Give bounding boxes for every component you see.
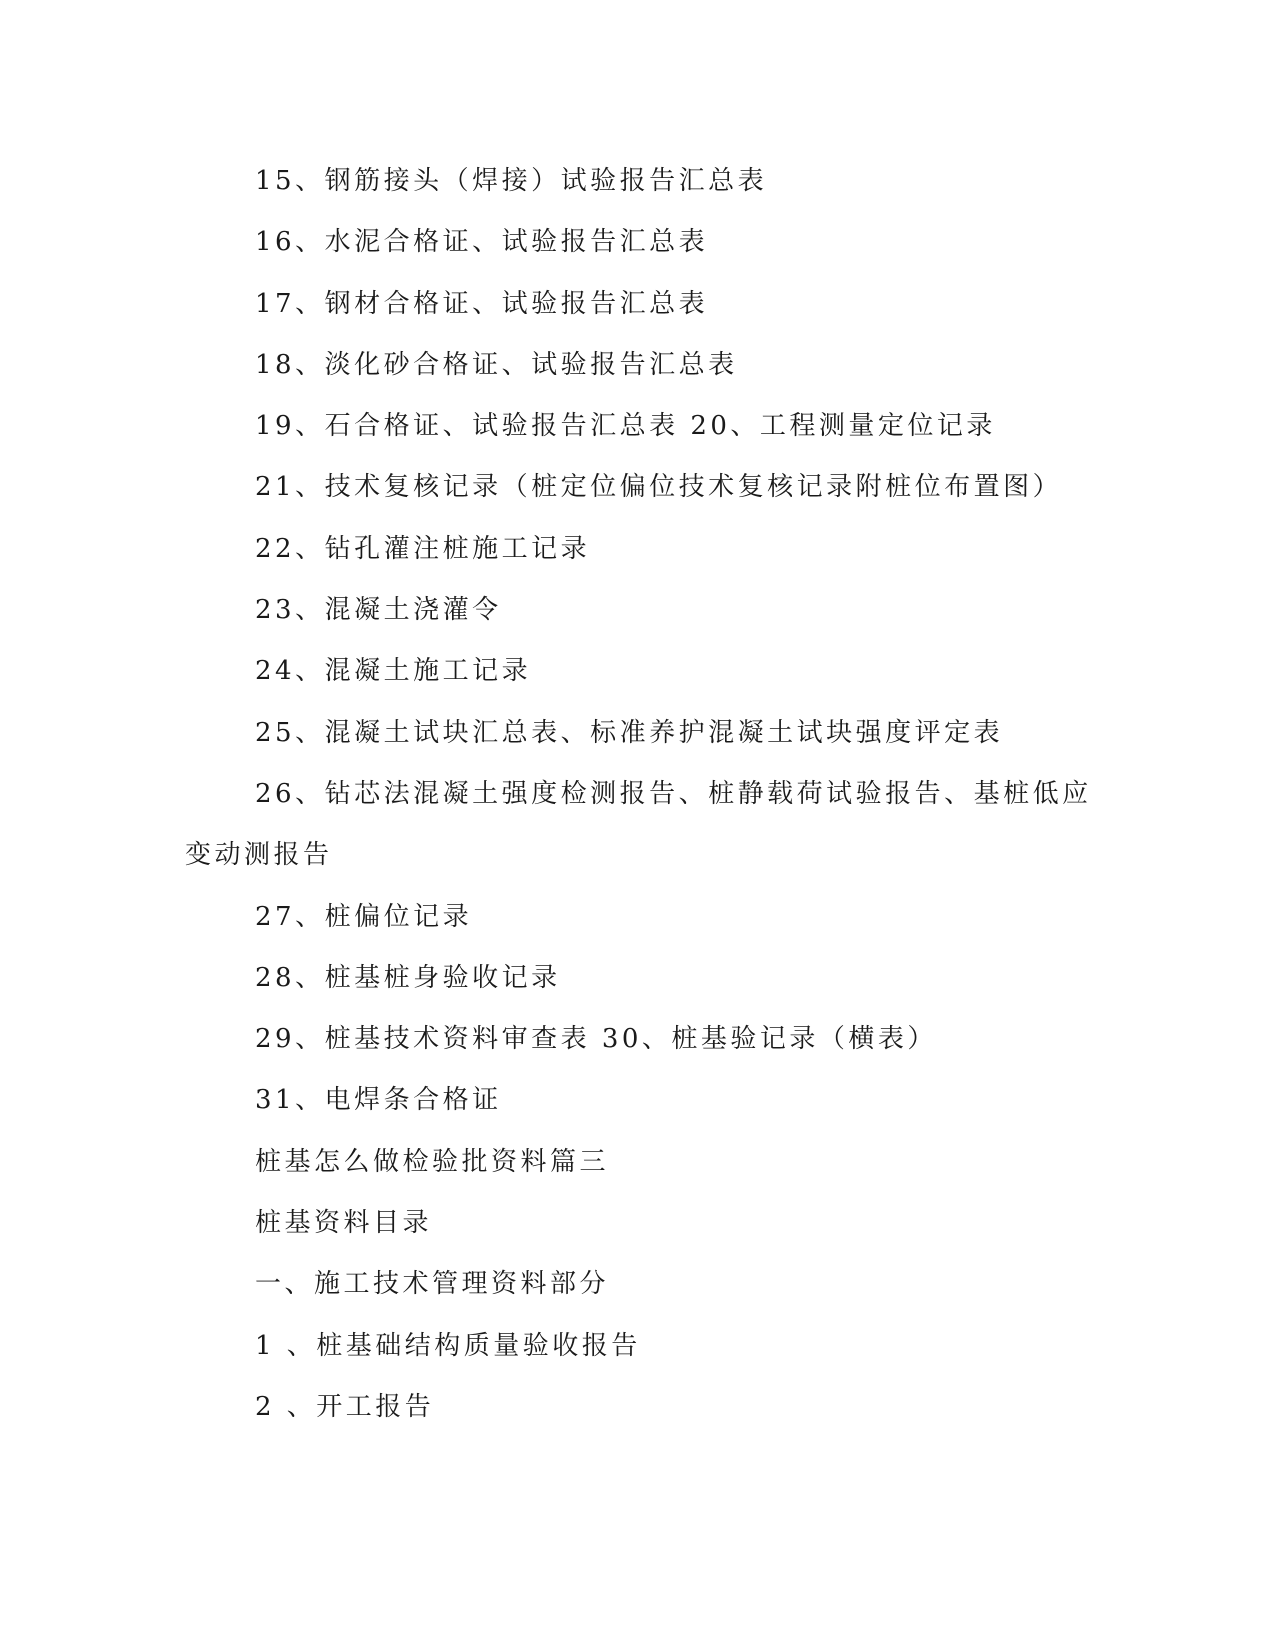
list-item: 29、桩基技术资料审查表 30、桩基验记录（横表）: [255, 1024, 937, 1055]
list-item: 26、钻芯法混凝土强度检测报告、桩静载荷试验报告、基桩低应: [255, 778, 1092, 809]
list-item: 21、技术复核记录（桩定位偏位技术复核记录附桩位布置图）: [255, 472, 1063, 503]
subsection-heading: 一、施工技术管理资料部分: [255, 1269, 610, 1300]
list-item: 18、淡化砂合格证、试验报告汇总表: [255, 349, 738, 380]
document-body: [185, 158, 1092, 1445]
list-item: 24、混凝土施工记录: [255, 656, 532, 687]
list-item: 17、钢材合格证、试验报告汇总表: [255, 288, 709, 319]
list-item: 2 、开工报告: [255, 1391, 435, 1422]
list-item: 23、混凝土浇灌令: [255, 595, 502, 626]
list-item: 15、钢筋接头（焊接）试验报告汇总表: [255, 166, 768, 196]
section-title: 桩基资料目录: [255, 1208, 433, 1239]
list-item: 19、石合格证、试验报告汇总表 20、工程测量定位记录: [255, 411, 996, 442]
list-item: 28、桩基桩身验收记录: [255, 962, 561, 993]
section-heading: 桩基怎么做检验批资料篇三: [255, 1146, 610, 1177]
list-item-continuation: 变动测报告: [185, 840, 333, 871]
list-item: 16、水泥合格证、试验报告汇总表: [255, 227, 709, 258]
list-item: 31、电焊条合格证: [255, 1085, 502, 1116]
list-item: 22、钻孔灌注桩施工记录: [255, 533, 591, 564]
list-item: 25、混凝土试块汇总表、标准养护混凝土试块强度评定表: [255, 717, 1004, 748]
list-item: 1 、桩基础结构质量验收报告: [255, 1330, 641, 1361]
list-item: 27、桩偏位记录: [255, 901, 473, 932]
